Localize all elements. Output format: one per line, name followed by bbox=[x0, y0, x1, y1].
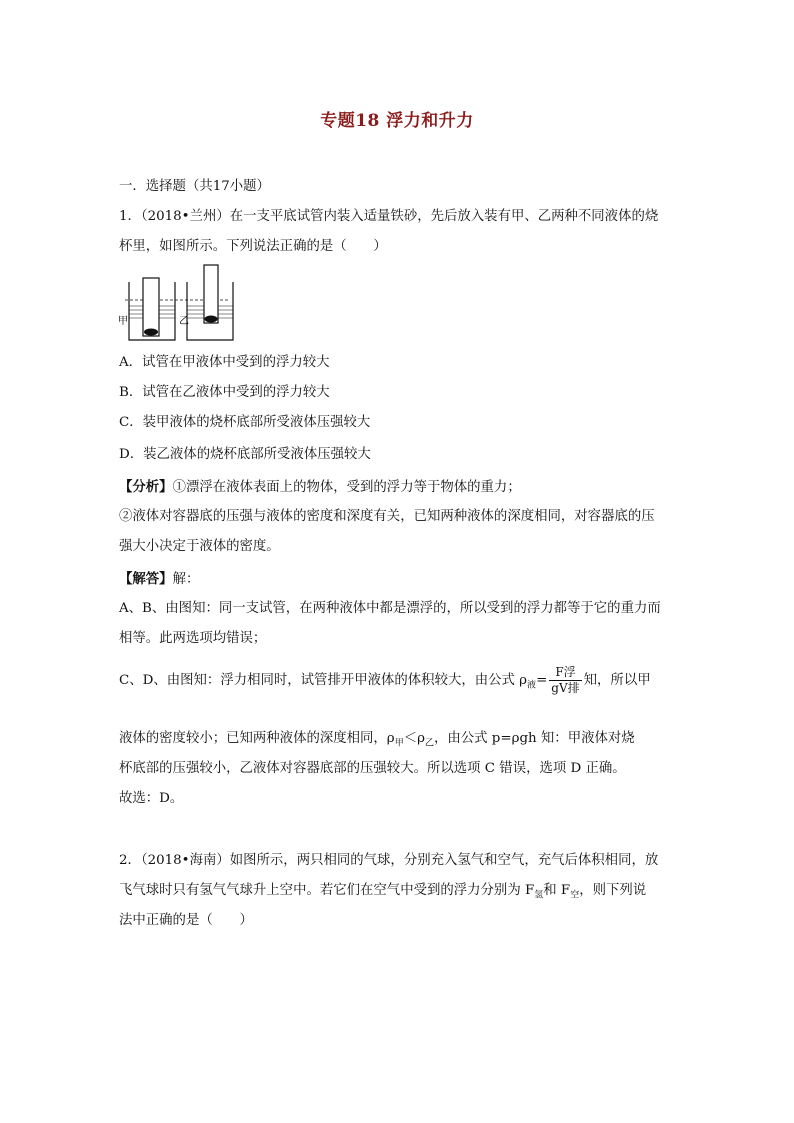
q1-cd-line2: 液体的密度较小；已知两种液体的深度相同，$\rho_甲<\rho_乙$，由公式 p=ρgh 知：甲液体对烧 bbox=[119, 731, 635, 749]
answer-tag: 【解答】 bbox=[119, 571, 173, 587]
q2-stem-line2: 飞气球时只有氢气气球升上空中。若它们在空气中受到的浮力分别为 $F_氢$和 $F_空$，则下列说 bbox=[119, 883, 647, 901]
q1-choice: 故选：D。 bbox=[119, 791, 184, 806]
q2-stem-line1: 2．（2018•海南）如图所示，两只相同的气球，分别充入氢气和空气，充气后体积相同，放 bbox=[119, 853, 659, 868]
q1-option-d: D．装乙液体的烧杯底部所受液体压强较大 bbox=[119, 447, 371, 462]
fig-label-yi: 乙 bbox=[179, 316, 189, 327]
q1-stem-line1: 1．（2018•兰州）在一支平底试管内装入适量铁砂，先后放入装有甲、乙两种不同液体的烧 bbox=[119, 209, 659, 224]
density-fraction: $\frac{\text{F浮}}{\text{gV排}}$ bbox=[551, 665, 580, 695]
analysis-tag: 【分析】 bbox=[119, 479, 173, 495]
test-tube-yi bbox=[204, 265, 218, 323]
q2-stem-line3: 法中正确的是（ ） bbox=[119, 913, 253, 928]
q1-cd-line1: C、D、由图知：浮力相同时，试管排开甲液体的体积较大，由公式 $\rho_液=$ $\frac{\text{F浮}}{\text{gV排}}$ 知，所以甲 bbox=[119, 665, 651, 695]
q1-ab-line1: A、B、由图知：同一支试管，在两种液体中都是漂浮的，所以受到的浮力都等于它的重力而 bbox=[119, 601, 661, 616]
iron-sand-jia bbox=[144, 329, 158, 336]
q1-option-b: B．试管在乙液体中受到的浮力较大 bbox=[119, 385, 330, 400]
q1-option-a: A．试管在甲液体中受到的浮力较大 bbox=[119, 355, 330, 370]
q1-analysis-line2: ②液体对容器底的压强与液体的密度和深度有关，已知两种液体的深度相同，对容器底的压 bbox=[119, 509, 655, 524]
q1-ab-line2: 相等。此两选项均错误； bbox=[119, 631, 267, 646]
fig-label-jia: 甲 bbox=[118, 316, 128, 327]
q1-stem-line2: 杯里，如图所示。下列说法正确的是（ ） bbox=[119, 239, 387, 254]
q1-option-c: C．装甲液体的烧杯底部所受液体压强较大 bbox=[119, 415, 371, 430]
q1-figure-beakers bbox=[117, 262, 237, 344]
q1-analysis-line1: 【分析】①漂浮在液体表面上的物体，受到的浮力等于物体的重力； bbox=[119, 479, 521, 495]
iron-sand-yi bbox=[205, 316, 218, 323]
q1-analysis-line3: 强大小决定于液体的密度。 bbox=[119, 539, 280, 554]
q1-cd-line3: 杯底部的压强较小，乙液体对容器底部的压强较大。所以选项 C 错误，选项 D 正确。 bbox=[119, 761, 626, 776]
q1-answer-head: 【解答】解： bbox=[119, 571, 200, 587]
section-heading: 一．选择题（共17小题） bbox=[119, 179, 270, 194]
page-title: 专题18 浮力和升力 bbox=[320, 111, 474, 131]
test-tube-jia bbox=[143, 278, 159, 336]
